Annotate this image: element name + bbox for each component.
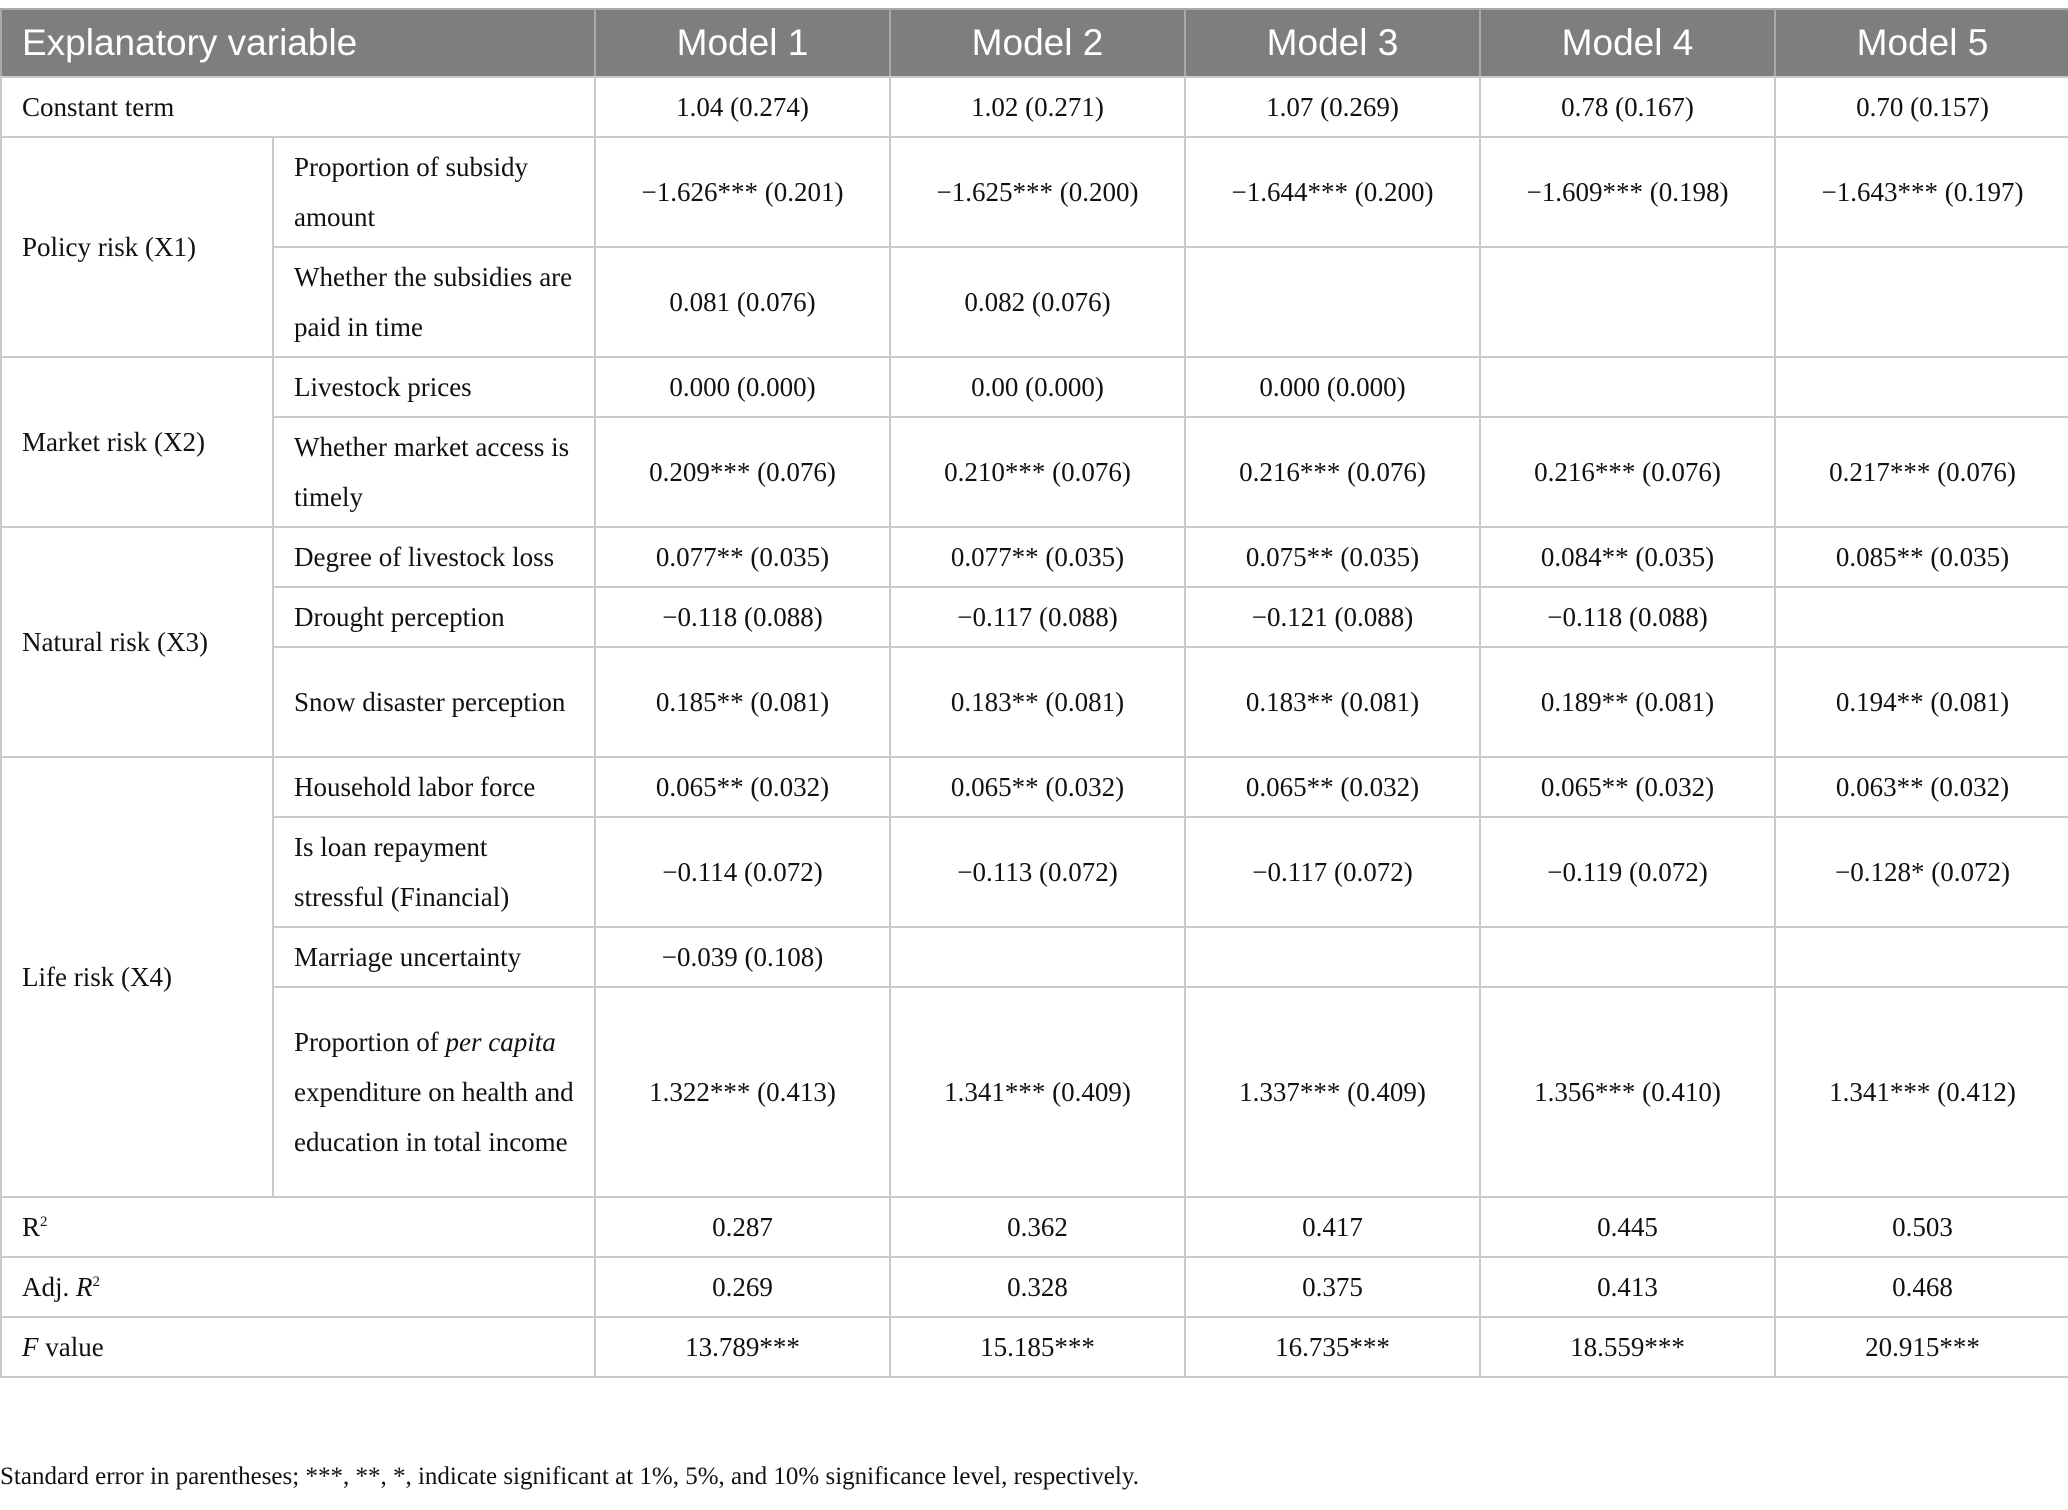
- cell-value: 0.063** (0.032): [1775, 757, 2068, 817]
- variable-label-italic: per capita: [445, 1027, 556, 1057]
- header-model-2: Model 2: [890, 9, 1185, 77]
- adj-r2-label: Adj.: [22, 1271, 76, 1302]
- cell-value: 0.183** (0.081): [1185, 647, 1480, 757]
- cell-value: 0.077** (0.035): [595, 527, 890, 587]
- table-row: [1, 417, 2068, 527]
- cell-value: 0.362: [890, 1197, 1185, 1257]
- cell-value: 0.185** (0.081): [595, 647, 890, 757]
- header-row: [1, 9, 2068, 77]
- cell-value: −1.643*** (0.197): [1775, 137, 2068, 247]
- variable-label: Proportion of subsidy amount: [273, 137, 595, 247]
- cell-value: 0.00 (0.000): [890, 357, 1185, 417]
- cell-value: −0.118 (0.088): [595, 587, 890, 647]
- cell-value: 0.78 (0.167): [1480, 77, 1775, 137]
- cell-value: [1775, 247, 2068, 357]
- cell-value: 0.328: [890, 1257, 1185, 1317]
- cell-value: −1.626*** (0.201): [595, 137, 890, 247]
- cell-value: 0.000 (0.000): [1185, 357, 1480, 417]
- cell-value: [1480, 247, 1775, 357]
- cell-value: 1.337*** (0.409): [1185, 987, 1480, 1197]
- cell-value: [1775, 587, 2068, 647]
- cell-value: [1185, 927, 1480, 987]
- table-row: [1, 587, 2068, 647]
- cell-value: −0.117 (0.072): [1185, 817, 1480, 927]
- cell-value: 1.04 (0.274): [595, 77, 890, 137]
- adj-r2-italic: R: [76, 1271, 93, 1302]
- group-label-natural-risk: Natural risk (X3): [1, 527, 273, 757]
- cell-value: 0.065** (0.032): [1480, 757, 1775, 817]
- cell-value: 1.322*** (0.413): [595, 987, 890, 1197]
- cell-value: [1480, 927, 1775, 987]
- cell-value: −1.609*** (0.198): [1480, 137, 1775, 247]
- cell-value: 16.735***: [1185, 1317, 1480, 1377]
- variable-label: [273, 987, 595, 1197]
- header-explanatory-variable: Explanatory variable: [1, 9, 595, 77]
- cell-value: 0.216*** (0.076): [1480, 417, 1775, 527]
- cell-value: 0.70 (0.157): [1775, 77, 2068, 137]
- cell-value: 18.559***: [1480, 1317, 1775, 1377]
- table-row-constant: [1, 77, 2068, 137]
- group-label-policy-risk: Policy risk (X1): [1, 137, 273, 357]
- table-row: [1, 527, 2068, 587]
- table-footnote: Standard error in parentheses; ***, **, *, indicate significant at 1%, 5%, and 10% significance level, respectively.: [0, 1463, 1139, 1490]
- cell-value: −0.039 (0.108): [595, 927, 890, 987]
- variable-label: Snow disaster perception: [273, 647, 595, 757]
- variable-label: Whether the subsidies are paid in time: [273, 247, 595, 357]
- variable-label: Drought perception: [273, 587, 595, 647]
- group-label-market-risk: Market risk (X2): [1, 357, 273, 527]
- row-label: Constant term: [1, 77, 595, 137]
- cell-value: 0.085** (0.035): [1775, 527, 2068, 587]
- cell-value: 13.789***: [595, 1317, 890, 1377]
- cell-value: −0.121 (0.088): [1185, 587, 1480, 647]
- cell-value: −1.625*** (0.200): [890, 137, 1185, 247]
- cell-value: 0.503: [1775, 1197, 2068, 1257]
- regression-table: [0, 8, 2068, 1378]
- cell-value: 0.183** (0.081): [890, 647, 1185, 757]
- adj-r2-superscript: 2: [92, 1273, 100, 1290]
- cell-value: 0.216*** (0.076): [1185, 417, 1480, 527]
- cell-value: 0.081 (0.076): [595, 247, 890, 357]
- table-row: [1, 817, 2068, 927]
- cell-value: 1.07 (0.269): [1185, 77, 1480, 137]
- cell-value: 0.194** (0.081): [1775, 647, 2068, 757]
- header-model-5: Model 5: [1775, 9, 2068, 77]
- variable-label: Livestock prices: [273, 357, 595, 417]
- row-label: [1, 1197, 595, 1257]
- table-row-adj-r2: [1, 1257, 2068, 1317]
- table-row: [1, 247, 2068, 357]
- cell-value: 0.209*** (0.076): [595, 417, 890, 527]
- variable-label: Is loan repayment stressful (Financial): [273, 817, 595, 927]
- cell-value: 0.445: [1480, 1197, 1775, 1257]
- table-row: [1, 647, 2068, 757]
- group-label-life-risk: Life risk (X4): [1, 757, 273, 1197]
- cell-value: 0.077** (0.035): [890, 527, 1185, 587]
- header-model-1: Model 1: [595, 9, 890, 77]
- variable-label-part: expenditure on health and education in total income: [294, 1077, 574, 1157]
- cell-value: 1.341*** (0.409): [890, 987, 1185, 1197]
- f-italic: F: [22, 1331, 39, 1362]
- cell-value: [1775, 357, 2068, 417]
- table-row: [1, 757, 2068, 817]
- table-row-f-value: [1, 1317, 2068, 1377]
- table-row: [1, 357, 2068, 417]
- cell-value: 0.065** (0.032): [595, 757, 890, 817]
- header-model-4: Model 4: [1480, 9, 1775, 77]
- cell-value: 1.341*** (0.412): [1775, 987, 2068, 1197]
- table-row: [1, 987, 2068, 1197]
- cell-value: 15.185***: [890, 1317, 1185, 1377]
- variable-label: Degree of livestock loss: [273, 527, 595, 587]
- cell-value: 0.065** (0.032): [1185, 757, 1480, 817]
- cell-value: 0.065** (0.032): [890, 757, 1185, 817]
- cell-value: [1480, 357, 1775, 417]
- row-label: [1, 1257, 595, 1317]
- cell-value: [1775, 927, 2068, 987]
- table-row-r2: [1, 1197, 2068, 1257]
- cell-value: 0.210*** (0.076): [890, 417, 1185, 527]
- cell-value: −0.117 (0.088): [890, 587, 1185, 647]
- cell-value: −1.644*** (0.200): [1185, 137, 1480, 247]
- cell-value: 1.02 (0.271): [890, 77, 1185, 137]
- cell-value: 0.084** (0.035): [1480, 527, 1775, 587]
- cell-value: 0.000 (0.000): [595, 357, 890, 417]
- r2-label: R: [22, 1211, 41, 1242]
- cell-value: 0.075** (0.035): [1185, 527, 1480, 587]
- cell-value: 1.356*** (0.410): [1480, 987, 1775, 1197]
- cell-value: −0.113 (0.072): [890, 817, 1185, 927]
- cell-value: 0.413: [1480, 1257, 1775, 1317]
- variable-label: Whether market access is timely: [273, 417, 595, 527]
- variable-label: Marriage uncertainty: [273, 927, 595, 987]
- cell-value: [1185, 247, 1480, 357]
- header-model-3: Model 3: [1185, 9, 1480, 77]
- cell-value: 0.217*** (0.076): [1775, 417, 2068, 527]
- cell-value: 0.269: [595, 1257, 890, 1317]
- table-row: [1, 927, 2068, 987]
- row-label: [1, 1317, 595, 1377]
- cell-value: [890, 927, 1185, 987]
- f-label: value: [38, 1331, 104, 1362]
- cell-value: 0.375: [1185, 1257, 1480, 1317]
- cell-value: 0.417: [1185, 1197, 1480, 1257]
- variable-label: Household labor force: [273, 757, 595, 817]
- cell-value: 0.082 (0.076): [890, 247, 1185, 357]
- cell-value: −0.128* (0.072): [1775, 817, 2068, 927]
- cell-value: −0.114 (0.072): [595, 817, 890, 927]
- regression-table-container: [0, 8, 2068, 1378]
- table-row: [1, 137, 2068, 247]
- cell-value: −0.119 (0.072): [1480, 817, 1775, 927]
- variable-label-part: Proportion of: [294, 1027, 446, 1057]
- cell-value: −0.118 (0.088): [1480, 587, 1775, 647]
- cell-value: 20.915***: [1775, 1317, 2068, 1377]
- cell-value: 0.287: [595, 1197, 890, 1257]
- r2-superscript: 2: [40, 1213, 48, 1230]
- cell-value: 0.189** (0.081): [1480, 647, 1775, 757]
- cell-value: 0.468: [1775, 1257, 2068, 1317]
